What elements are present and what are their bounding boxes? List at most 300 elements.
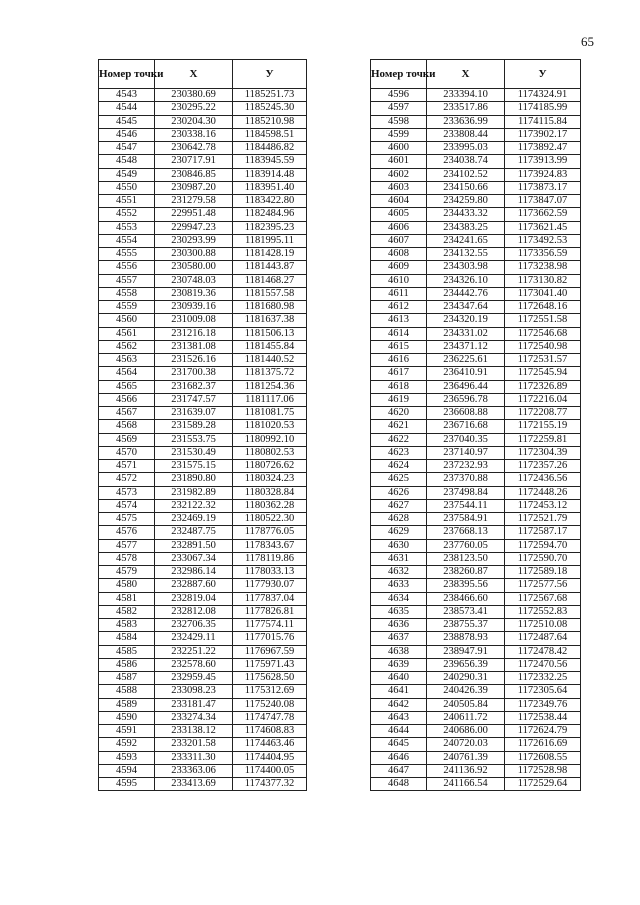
cell-y: 1172510.08 <box>505 619 581 632</box>
cell-y: 1175240.08 <box>233 698 307 711</box>
table-row <box>99 539 307 552</box>
cell-x: 237584.91 <box>427 513 505 526</box>
cell-x: 231575.15 <box>155 460 233 473</box>
table-row <box>99 380 307 393</box>
cell-point-number: 4569 <box>99 433 155 446</box>
cell-point-number: 4648 <box>371 778 427 791</box>
cell-point-number: 4640 <box>371 672 427 685</box>
table-row <box>371 566 581 579</box>
table-row <box>99 605 307 618</box>
cell-y: 1172529.64 <box>505 778 581 791</box>
cell-x: 237544.11 <box>427 499 505 512</box>
table-row <box>371 473 581 486</box>
cell-point-number: 4612 <box>371 301 427 314</box>
cell-point-number: 4609 <box>371 261 427 274</box>
table-row <box>99 234 307 247</box>
cell-point-number: 4622 <box>371 433 427 446</box>
cell-y: 1174185.99 <box>505 102 581 115</box>
cell-point-number: 4616 <box>371 354 427 367</box>
table-header-row <box>99 60 307 89</box>
cell-x: 231526.16 <box>155 354 233 367</box>
coordinates-table-left <box>98 59 307 791</box>
cell-point-number: 4619 <box>371 393 427 406</box>
cell-x: 237140.97 <box>427 446 505 459</box>
cell-x: 230580.00 <box>155 261 233 274</box>
cell-point-number: 4632 <box>371 566 427 579</box>
cell-point-number: 4551 <box>99 195 155 208</box>
cell-x: 234442.76 <box>427 287 505 300</box>
cell-y: 1172587.17 <box>505 526 581 539</box>
cell-y: 1177837.04 <box>233 592 307 605</box>
cell-x: 231279.58 <box>155 195 233 208</box>
cell-x: 234347.64 <box>427 301 505 314</box>
cell-y: 1172478.42 <box>505 645 581 658</box>
cell-x: 234150.66 <box>427 181 505 194</box>
cell-y: 1172357.26 <box>505 460 581 473</box>
cell-point-number: 4603 <box>371 181 427 194</box>
cell-x: 230642.78 <box>155 142 233 155</box>
cell-point-number: 4572 <box>99 473 155 486</box>
cell-y: 1172436.56 <box>505 473 581 486</box>
cell-y: 1181117.06 <box>233 393 307 406</box>
table-row <box>99 526 307 539</box>
cell-point-number: 4626 <box>371 486 427 499</box>
cell-point-number: 4549 <box>99 168 155 181</box>
table-row <box>99 698 307 711</box>
cell-x: 238947.91 <box>427 645 505 658</box>
cell-y: 1183945.59 <box>233 155 307 168</box>
cell-x: 231216.18 <box>155 327 233 340</box>
cell-point-number: 4628 <box>371 513 427 526</box>
table-row <box>371 460 581 473</box>
cell-x: 230987.20 <box>155 181 233 194</box>
cell-point-number: 4645 <box>371 738 427 751</box>
cell-y: 1174404.95 <box>233 751 307 764</box>
table-row <box>99 301 307 314</box>
table-row <box>99 195 307 208</box>
table-row <box>371 261 581 274</box>
cell-point-number: 4580 <box>99 579 155 592</box>
cell-y: 1173892.47 <box>505 142 581 155</box>
table-row <box>99 393 307 406</box>
table-row <box>99 142 307 155</box>
cell-y: 1180992.10 <box>233 433 307 446</box>
header-x: X <box>155 60 233 89</box>
cell-point-number: 4553 <box>99 221 155 234</box>
cell-point-number: 4598 <box>371 115 427 128</box>
cell-x: 232251.22 <box>155 645 233 658</box>
cell-x: 234320.19 <box>427 314 505 327</box>
cell-y: 1180726.62 <box>233 460 307 473</box>
table-row <box>371 526 581 539</box>
cell-y: 1184598.51 <box>233 128 307 141</box>
cell-y: 1177826.81 <box>233 605 307 618</box>
cell-point-number: 4630 <box>371 539 427 552</box>
cell-x: 231530.49 <box>155 446 233 459</box>
table-row <box>371 314 581 327</box>
cell-x: 231639.07 <box>155 407 233 420</box>
cell-x: 232959.45 <box>155 672 233 685</box>
cell-y: 1180324.23 <box>233 473 307 486</box>
table-row <box>371 407 581 420</box>
cell-y: 1173238.98 <box>505 261 581 274</box>
cell-x: 230204.30 <box>155 115 233 128</box>
table-row <box>99 738 307 751</box>
cell-point-number: 4610 <box>371 274 427 287</box>
table-row <box>371 221 581 234</box>
cell-x: 233413.69 <box>155 778 233 791</box>
table-row <box>371 142 581 155</box>
cell-y: 1182395.23 <box>233 221 307 234</box>
cell-point-number: 4574 <box>99 499 155 512</box>
cell-y: 1174377.32 <box>233 778 307 791</box>
cell-x: 233138.12 <box>155 725 233 738</box>
table-row <box>371 725 581 738</box>
cell-point-number: 4562 <box>99 340 155 353</box>
cell-x: 230717.91 <box>155 155 233 168</box>
cell-x: 236596.78 <box>427 393 505 406</box>
cell-y: 1172216.04 <box>505 393 581 406</box>
cell-point-number: 4607 <box>371 234 427 247</box>
cell-point-number: 4575 <box>99 513 155 526</box>
cell-y: 1181468.27 <box>233 274 307 287</box>
cell-x: 240505.84 <box>427 698 505 711</box>
cell-y: 1172590.70 <box>505 552 581 565</box>
table-row <box>99 287 307 300</box>
table-row <box>99 579 307 592</box>
cell-y: 1173130.82 <box>505 274 581 287</box>
table-row <box>371 234 581 247</box>
cell-x: 234259.80 <box>427 195 505 208</box>
table-row <box>371 128 581 141</box>
cell-x: 231589.28 <box>155 420 233 433</box>
cell-y: 1178776.05 <box>233 526 307 539</box>
table-row <box>99 473 307 486</box>
table-row <box>371 301 581 314</box>
cell-point-number: 4586 <box>99 658 155 671</box>
table-row <box>371 513 581 526</box>
cell-y: 1172648.16 <box>505 301 581 314</box>
cell-point-number: 4646 <box>371 751 427 764</box>
cell-point-number: 4621 <box>371 420 427 433</box>
table-row <box>99 208 307 221</box>
table-row <box>371 433 581 446</box>
cell-y: 1181081.75 <box>233 407 307 420</box>
cell-y: 1172531.57 <box>505 354 581 367</box>
table-row <box>99 513 307 526</box>
table-row <box>99 420 307 433</box>
cell-point-number: 4605 <box>371 208 427 221</box>
table-row <box>99 327 307 340</box>
cell-y: 1173492.53 <box>505 234 581 247</box>
cell-point-number: 4554 <box>99 234 155 247</box>
cell-point-number: 4587 <box>99 672 155 685</box>
table-row <box>371 579 581 592</box>
cell-x: 232819.04 <box>155 592 233 605</box>
cell-y: 1182484.96 <box>233 208 307 221</box>
cell-y: 1181557.58 <box>233 287 307 300</box>
cell-x: 236496.44 <box>427 380 505 393</box>
cell-x: 238466.60 <box>427 592 505 605</box>
table-row <box>99 460 307 473</box>
cell-point-number: 4601 <box>371 155 427 168</box>
cell-point-number: 4611 <box>371 287 427 300</box>
cell-y: 1172349.76 <box>505 698 581 711</box>
cell-y: 1178119.86 <box>233 552 307 565</box>
cell-x: 233274.34 <box>155 711 233 724</box>
cell-y: 1175628.50 <box>233 672 307 685</box>
table-row <box>99 102 307 115</box>
cell-x: 230300.88 <box>155 248 233 261</box>
cell-point-number: 4557 <box>99 274 155 287</box>
table-row <box>371 685 581 698</box>
cell-x: 233098.23 <box>155 685 233 698</box>
cell-x: 231553.75 <box>155 433 233 446</box>
cell-point-number: 4613 <box>371 314 427 327</box>
cell-point-number: 4568 <box>99 420 155 433</box>
cell-x: 233311.30 <box>155 751 233 764</box>
cell-x: 234331.02 <box>427 327 505 340</box>
table-row <box>371 486 581 499</box>
cell-x: 234326.10 <box>427 274 505 287</box>
cell-y: 1181680.98 <box>233 301 307 314</box>
cell-point-number: 4644 <box>371 725 427 738</box>
cell-point-number: 4564 <box>99 367 155 380</box>
cell-x: 232578.60 <box>155 658 233 671</box>
cell-point-number: 4602 <box>371 168 427 181</box>
table-row <box>99 778 307 791</box>
cell-y: 1181506.13 <box>233 327 307 340</box>
cell-x: 233995.03 <box>427 142 505 155</box>
cell-y: 1173847.07 <box>505 195 581 208</box>
cell-point-number: 4544 <box>99 102 155 115</box>
table-row <box>371 751 581 764</box>
cell-x: 231682.37 <box>155 380 233 393</box>
cell-y: 1181440.52 <box>233 354 307 367</box>
cell-point-number: 4559 <box>99 301 155 314</box>
cell-x: 230748.03 <box>155 274 233 287</box>
table-row <box>371 155 581 168</box>
cell-y: 1178343.67 <box>233 539 307 552</box>
cell-x: 234383.25 <box>427 221 505 234</box>
table-row <box>99 155 307 168</box>
cell-y: 1172304.39 <box>505 446 581 459</box>
cell-y: 1172577.56 <box>505 579 581 592</box>
cell-x: 238123.50 <box>427 552 505 565</box>
table-row <box>99 446 307 459</box>
cell-x: 231700.38 <box>155 367 233 380</box>
cell-y: 1185245.30 <box>233 102 307 115</box>
cell-y: 1172545.94 <box>505 367 581 380</box>
cell-point-number: 4595 <box>99 778 155 791</box>
cell-y: 1181428.19 <box>233 248 307 261</box>
cell-x: 232986.14 <box>155 566 233 579</box>
cell-y: 1172616.69 <box>505 738 581 751</box>
table-row <box>371 552 581 565</box>
cell-x: 239656.39 <box>427 658 505 671</box>
cell-y: 1180522.30 <box>233 513 307 526</box>
table-row <box>371 367 581 380</box>
table-row <box>371 539 581 552</box>
cell-point-number: 4571 <box>99 460 155 473</box>
cell-point-number: 4615 <box>371 340 427 353</box>
cell-x: 237760.05 <box>427 539 505 552</box>
table-row <box>99 248 307 261</box>
cell-y: 1178033.13 <box>233 566 307 579</box>
cell-y: 1172208.77 <box>505 407 581 420</box>
cell-point-number: 4590 <box>99 711 155 724</box>
cell-y: 1173662.59 <box>505 208 581 221</box>
table-row <box>371 499 581 512</box>
table-row <box>99 115 307 128</box>
cell-y: 1181637.38 <box>233 314 307 327</box>
cell-x: 230293.99 <box>155 234 233 247</box>
table-row <box>371 672 581 685</box>
cell-point-number: 4599 <box>371 128 427 141</box>
cell-y: 1175971.43 <box>233 658 307 671</box>
cell-x: 233394.10 <box>427 89 505 102</box>
table-row <box>371 605 581 618</box>
cell-point-number: 4594 <box>99 764 155 777</box>
cell-x: 232122.32 <box>155 499 233 512</box>
cell-point-number: 4641 <box>371 685 427 698</box>
cell-point-number: 4581 <box>99 592 155 605</box>
cell-point-number: 4629 <box>371 526 427 539</box>
cell-point-number: 4558 <box>99 287 155 300</box>
cell-point-number: 4620 <box>371 407 427 420</box>
cell-point-number: 4570 <box>99 446 155 459</box>
cell-x: 233067.34 <box>155 552 233 565</box>
table-row <box>99 221 307 234</box>
cell-point-number: 4627 <box>371 499 427 512</box>
table-row <box>99 181 307 194</box>
table-row <box>99 407 307 420</box>
cell-x: 231890.80 <box>155 473 233 486</box>
cell-point-number: 4633 <box>371 579 427 592</box>
cell-x: 231009.08 <box>155 314 233 327</box>
cell-point-number: 4614 <box>371 327 427 340</box>
cell-y: 1185210.98 <box>233 115 307 128</box>
table-row <box>371 248 581 261</box>
cell-x: 241136.92 <box>427 764 505 777</box>
table-row <box>371 89 581 102</box>
cell-point-number: 4588 <box>99 685 155 698</box>
table-row <box>99 658 307 671</box>
cell-y: 1172624.79 <box>505 725 581 738</box>
cell-x: 232429.11 <box>155 632 233 645</box>
table-row <box>371 354 581 367</box>
table-row <box>371 181 581 194</box>
table-row <box>99 274 307 287</box>
table-row <box>371 380 581 393</box>
cell-y: 1174747.78 <box>233 711 307 724</box>
cell-x: 234102.52 <box>427 168 505 181</box>
table-header-row <box>371 60 581 89</box>
cell-y: 1183914.48 <box>233 168 307 181</box>
table-row <box>99 566 307 579</box>
cell-x: 230819.36 <box>155 287 233 300</box>
cell-y: 1173621.45 <box>505 221 581 234</box>
table-row <box>99 764 307 777</box>
cell-point-number: 4576 <box>99 526 155 539</box>
cell-y: 1172470.56 <box>505 658 581 671</box>
cell-y: 1172487.64 <box>505 632 581 645</box>
cell-x: 231747.57 <box>155 393 233 406</box>
cell-x: 240426.39 <box>427 685 505 698</box>
table-row <box>99 314 307 327</box>
cell-y: 1174463.46 <box>233 738 307 751</box>
table-row <box>371 738 581 751</box>
cell-point-number: 4565 <box>99 380 155 393</box>
cell-x: 233808.44 <box>427 128 505 141</box>
table-row <box>99 499 307 512</box>
cell-x: 237040.35 <box>427 433 505 446</box>
cell-point-number: 4573 <box>99 486 155 499</box>
cell-point-number: 4566 <box>99 393 155 406</box>
cell-point-number: 4636 <box>371 619 427 632</box>
cell-x: 230846.85 <box>155 168 233 181</box>
cell-point-number: 4550 <box>99 181 155 194</box>
cell-y: 1177574.11 <box>233 619 307 632</box>
cell-point-number: 4631 <box>371 552 427 565</box>
cell-x: 234303.98 <box>427 261 505 274</box>
cell-x: 236716.68 <box>427 420 505 433</box>
cell-point-number: 4606 <box>371 221 427 234</box>
cell-x: 233636.99 <box>427 115 505 128</box>
cell-x: 232469.19 <box>155 513 233 526</box>
cell-point-number: 4560 <box>99 314 155 327</box>
cell-x: 240290.31 <box>427 672 505 685</box>
cell-x: 236410.91 <box>427 367 505 380</box>
header-y: У <box>233 60 307 89</box>
cell-x: 232812.08 <box>155 605 233 618</box>
table-row <box>371 592 581 605</box>
cell-x: 233201.58 <box>155 738 233 751</box>
cell-point-number: 4555 <box>99 248 155 261</box>
cell-x: 234132.55 <box>427 248 505 261</box>
cell-point-number: 4642 <box>371 698 427 711</box>
cell-point-number: 4593 <box>99 751 155 764</box>
cell-y: 1173913.99 <box>505 155 581 168</box>
cell-point-number: 4579 <box>99 566 155 579</box>
cell-point-number: 4561 <box>99 327 155 340</box>
cell-y: 1183951.40 <box>233 181 307 194</box>
cell-y: 1174115.84 <box>505 115 581 128</box>
cell-x: 230939.16 <box>155 301 233 314</box>
cell-y: 1181020.53 <box>233 420 307 433</box>
table-row <box>99 552 307 565</box>
table-row <box>99 592 307 605</box>
cell-y: 1181375.72 <box>233 367 307 380</box>
cell-x: 232891.50 <box>155 539 233 552</box>
cell-point-number: 4625 <box>371 473 427 486</box>
cell-point-number: 4545 <box>99 115 155 128</box>
table-row <box>99 725 307 738</box>
cell-x: 238395.56 <box>427 579 505 592</box>
cell-y: 1181254.36 <box>233 380 307 393</box>
table-row <box>99 261 307 274</box>
cell-y: 1173356.59 <box>505 248 581 261</box>
cell-x: 230338.16 <box>155 128 233 141</box>
cell-x: 236225.61 <box>427 354 505 367</box>
cell-y: 1184486.82 <box>233 142 307 155</box>
cell-y: 1172567.68 <box>505 592 581 605</box>
cell-y: 1183422.80 <box>233 195 307 208</box>
cell-point-number: 4546 <box>99 128 155 141</box>
table-row <box>371 645 581 658</box>
cell-x: 234433.32 <box>427 208 505 221</box>
cell-point-number: 4563 <box>99 354 155 367</box>
